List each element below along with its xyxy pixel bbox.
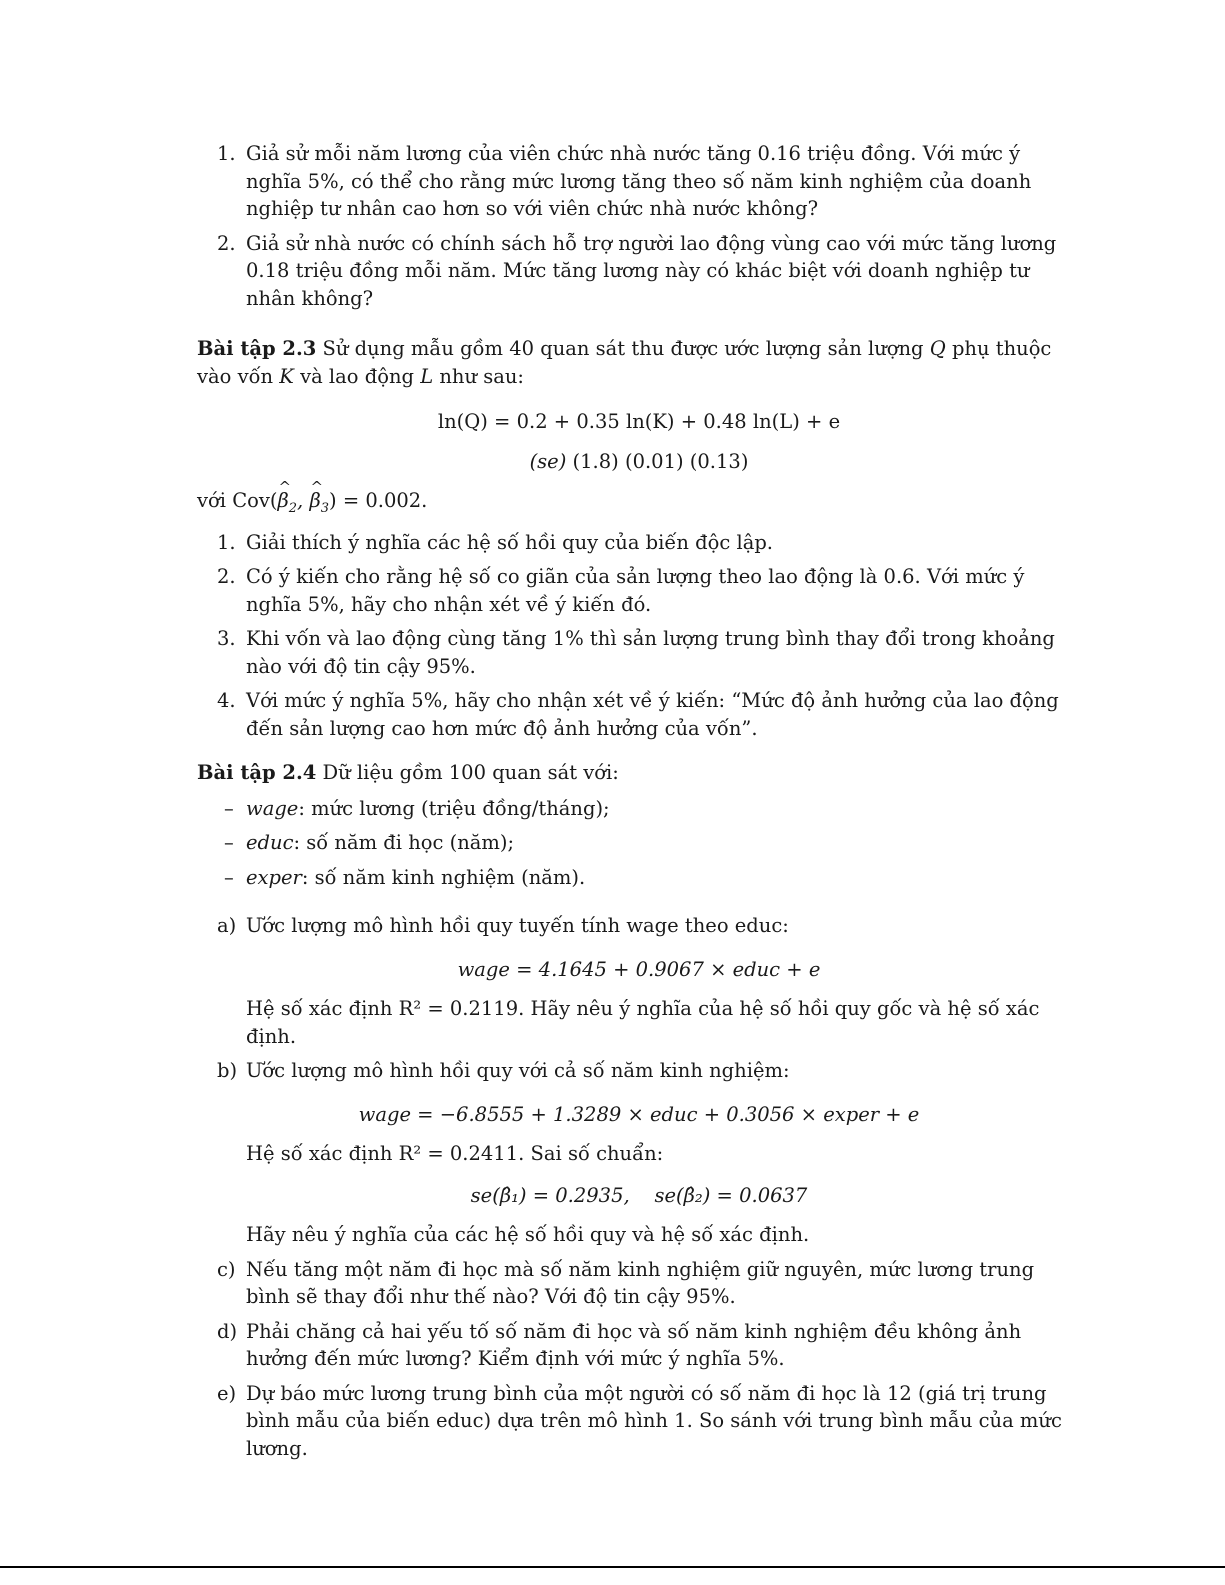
list-text: Giả sử nhà nước có chính sách hỗ trợ người lao động vùng cao với mức tăng lương 0.18 triệu đồng mỗi năm. Mức tăng lương này có khác biệt với doanh nghiệp tư nhân không? xyxy=(246,231,1057,310)
exercise-2-4-intro xyxy=(197,759,1081,787)
list-item: – educ: số năm đi học (năm); xyxy=(224,831,515,854)
variable-name: educ xyxy=(246,831,294,854)
exercise-2-3-questions xyxy=(197,529,1081,743)
variable-desc: : số năm đi học (năm); xyxy=(293,831,515,854)
standard-errors-row xyxy=(197,448,1081,476)
wage-equation-2 xyxy=(197,1101,1081,1129)
list-marker: 3. xyxy=(217,627,236,650)
list-marker: 1. xyxy=(217,530,236,554)
se-values: (1.8) (0.01) (0.13) xyxy=(572,449,749,473)
list-marker: b) xyxy=(217,1059,238,1082)
part-b-note: Hệ số xác định R² = 0.2411. Sai số chuẩn: xyxy=(246,1142,664,1165)
list-text: Giả sử mỗi năm lương của viên chức nhà nước tăng 0.16 triệu đồng. Với mức ý nghĩa 5%, có thể cho rằng mức lương tăng theo số năm kinh nghiệm của doanh nghiệp tư nhân cao hơn so với viên chức nhà nước không? xyxy=(246,142,1032,220)
exercise-2-4-parts xyxy=(197,912,1081,1462)
intro-text: và lao động xyxy=(300,364,414,388)
list-marker: d) xyxy=(217,1319,238,1343)
exercise-title: Bài tập 2.3 xyxy=(197,337,317,360)
page-content xyxy=(197,140,1081,1469)
list-item xyxy=(197,1380,1081,1463)
intro-question-list xyxy=(197,140,1081,312)
list-marker: a) xyxy=(217,914,237,937)
covariance-line: với Cov(^ $\beta_2$, ^ $\beta_3) = 0.002$. xyxy=(197,487,1081,515)
list-marker: e) xyxy=(217,1381,237,1405)
list-item xyxy=(197,687,1081,742)
part-b-note: Hãy nêu ý nghĩa của các hệ số hồi quy và hệ số xác định. xyxy=(246,1223,810,1246)
list-marker: 1. xyxy=(217,142,236,165)
variable-k: K xyxy=(279,364,294,388)
list-text: Với mức ý nghĩa 5%, hãy cho nhận xét về ý kiến: “Mức độ ảnh hưởng của lao động đến sản lượng cao hơn mức độ ảnh hưởng của vốn”. xyxy=(246,689,1059,740)
list-marker: 2. xyxy=(217,565,236,588)
production-equation: ln(Q) = 0.2 + 0.35 ln(K) + 0.48 ln(L) + e xyxy=(437,410,841,433)
variable-name: wage xyxy=(246,796,299,820)
intro-text: Dữ liệu gồm 100 quan sát với: xyxy=(322,761,619,784)
variable-q: Q xyxy=(929,337,946,360)
variable-desc: : mức lương (triệu đồng/tháng); xyxy=(298,796,610,820)
equation-text: wage = −6.8555 + 1.3289 × educ + 0.3056 × exper + e xyxy=(358,1102,920,1126)
se-beta1: se(β̂₁) = 0.2935, xyxy=(470,1183,630,1207)
list-marker: c) xyxy=(217,1257,236,1281)
equation-text: wage = 4.1645 + 0.9067 × educ + e xyxy=(457,957,821,981)
list-text: Có ý kiến cho rằng hệ số co giãn của sản lượng theo lao động là 0.6. Với mức ý nghĩa 5%, hãy cho nhận xét về ý kiến đó. xyxy=(246,565,1025,616)
se-beta2: se(β̂₂) = 0.0637 xyxy=(654,1183,808,1207)
exercise-2-3-intro xyxy=(197,335,1081,390)
list-item xyxy=(197,563,1081,618)
list-text: Giải thích ý nghĩa các hệ số hồi quy của biến độc lập. xyxy=(246,530,774,554)
list-item: – exper: số năm kinh nghiệm (năm). xyxy=(224,865,586,889)
list-item xyxy=(197,529,1081,557)
cov-suffix: ) = 0.002. xyxy=(329,489,428,512)
exercise-title: Bài tập 2.4 xyxy=(197,761,317,784)
list-item xyxy=(197,140,1081,223)
list-item xyxy=(197,625,1081,680)
intro-text: như sau: xyxy=(439,364,524,388)
variable-l: L xyxy=(420,364,434,388)
part-a-note: Hệ số xác định R² = 0.2119. Hãy nêu ý nghĩa của hệ số hồi quy gốc và hệ số xác định. xyxy=(246,997,1040,1048)
list-item: – wage: mức lương (triệu đồng/tháng); xyxy=(224,796,610,820)
list-text: Phải chăng cả hai yếu tố số năm đi học và số năm kinh nghiệm đều không ảnh hưởng đến mức lương? Kiểm định với mức ý nghĩa 5%. xyxy=(246,1319,1022,1370)
intro-text: Sử dụng mẫu gồm 40 quan sát thu được ước lượng sản lượng xyxy=(322,337,924,360)
variable-list xyxy=(197,795,1081,892)
se-label: (se) xyxy=(529,449,567,473)
wage-equation-1 xyxy=(197,956,1081,984)
cov-prefix: với Cov( xyxy=(197,489,278,512)
page-bottom-rule xyxy=(0,1566,1225,1568)
list-text: Khi vốn và lao động cùng tăng 1% thì sản lượng trung bình thay đổi trong khoảng nào với độ tin cậy 95%. xyxy=(246,627,1055,678)
standard-errors xyxy=(197,1182,1081,1210)
list-item xyxy=(197,912,1081,1050)
list-text: Dự báo mức lương trung bình của một người có số năm đi học là 12 (giá trị trung bình mẫu của biến educ) dựa trên mô hình 1. So sánh với trung bình mẫu của mức lương. xyxy=(246,1381,1062,1460)
variable-name: exper xyxy=(246,865,302,889)
intro-text: phụ thuộc vào vốn xyxy=(197,337,1052,388)
list-item xyxy=(197,1256,1081,1311)
list-item xyxy=(197,230,1081,313)
variable-desc: : số năm kinh nghiệm (năm). xyxy=(301,865,586,889)
list-item xyxy=(197,1318,1081,1373)
list-text: Nếu tăng một năm đi học mà số năm kinh nghiệm giữ nguyên, mức lương trung bình sẽ thay đổi như thế nào? Với độ tin cậy 95%. xyxy=(246,1257,1035,1308)
list-marker: 2. xyxy=(217,231,236,255)
list-text: Ước lượng mô hình hồi quy với cả số năm kinh nghiệm: xyxy=(246,1059,790,1082)
list-marker: 4. xyxy=(217,689,236,712)
list-item xyxy=(197,1057,1081,1249)
list-text: Ước lượng mô hình hồi quy tuyến tính wage theo educ: xyxy=(246,914,789,937)
